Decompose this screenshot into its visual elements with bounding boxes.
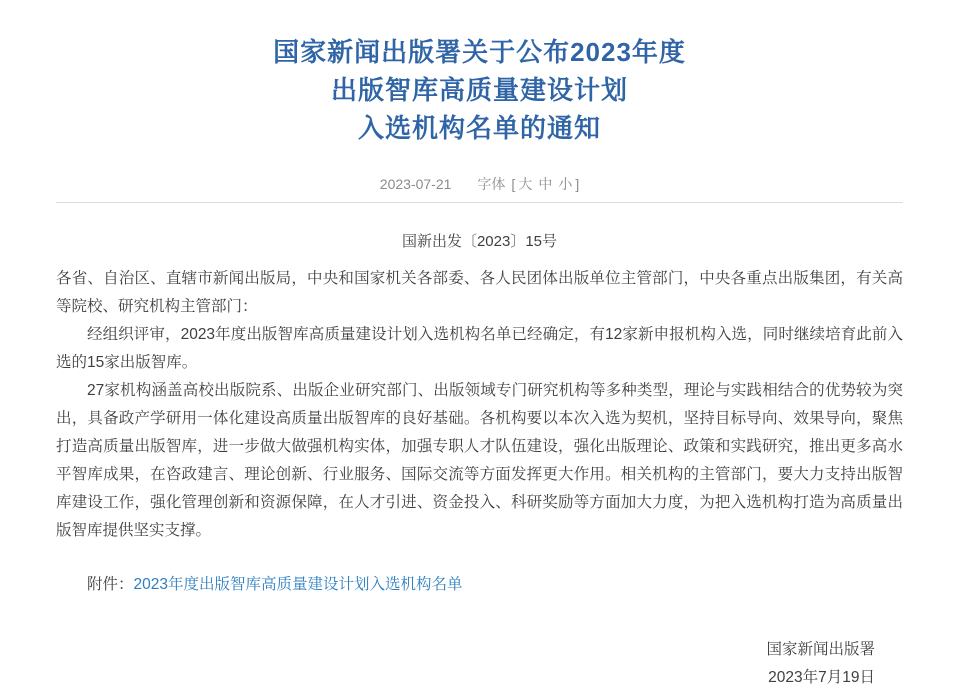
font-size-large-button[interactable]: 大 <box>518 176 533 192</box>
font-size-bracket-close: ] <box>575 176 580 192</box>
body-paragraph-2: 27家机构涵盖高校出版院系、出版企业研究部门、出版领域专门研究机构等多种类型，理论与实践相结合的优势较为突出，具备政产学研用一体化建设高质量出版智库的良好基础。各机构要以本次入选为契机，坚持目标导向、效果导向，聚焦打造高质量出版智库，进一步做大做强机构实体，加强专职人才队伍建设，强化出版理论、政策和实践研究，推出更多高水平智库成果，在咨政建言、理论创新、行业服务、国际交流等方面发挥更大作用。相关机构的主管部门，要大力支持出版智库建设工作，强化管理创新和资源保障，在人才引进、资金投入、科研奖励等方面加大力度，为把入选机构打造为高质量出版智库提供坚实支撑。 <box>56 382 903 539</box>
page-title-line: 出版智库高质量建设计划 <box>330 75 628 105</box>
publish-date: 2023-07-21 <box>379 176 452 192</box>
font-size-small-button[interactable]: 小 <box>558 176 573 192</box>
signature-org: 国家新闻出版署 <box>766 641 875 658</box>
font-size-label: 字体 <box>477 176 506 192</box>
document-number: 国新出发〔2023〕15号 <box>401 233 558 250</box>
page-title-line: 国家新闻出版署关于公布2023年度 <box>273 37 686 67</box>
font-size-bracket-open: [ <box>511 176 516 192</box>
page-title-line: 入选机构名单的通知 <box>357 113 601 143</box>
attachment-label: 附件： <box>87 576 134 593</box>
meta-bar <box>56 174 903 194</box>
signature-date: 2023年7月19日 <box>768 669 875 686</box>
recipients-paragraph: 各省、自治区、直辖市新闻出版局，中央和国家机关各部委、各人民团体出版单位主管部门，中央各重点出版集团，有关高等院校、研究机构主管部门： <box>56 270 903 315</box>
attachment-line <box>56 571 903 599</box>
notice-body <box>56 265 903 545</box>
signature-block <box>56 636 903 692</box>
page-title <box>56 0 903 147</box>
header-divider <box>56 202 903 203</box>
attachment-link[interactable]: 2023年度出版智库高质量建设计划入选机构名单 <box>133 576 463 593</box>
body-paragraph-1: 经组织评审，2023年度出版智库高质量建设计划入选机构名单已经确定，有12家新申报机构入选，同时继续培育此前入选的15家出版智库。 <box>56 326 903 371</box>
font-size-medium-button[interactable]: 中 <box>538 176 553 192</box>
